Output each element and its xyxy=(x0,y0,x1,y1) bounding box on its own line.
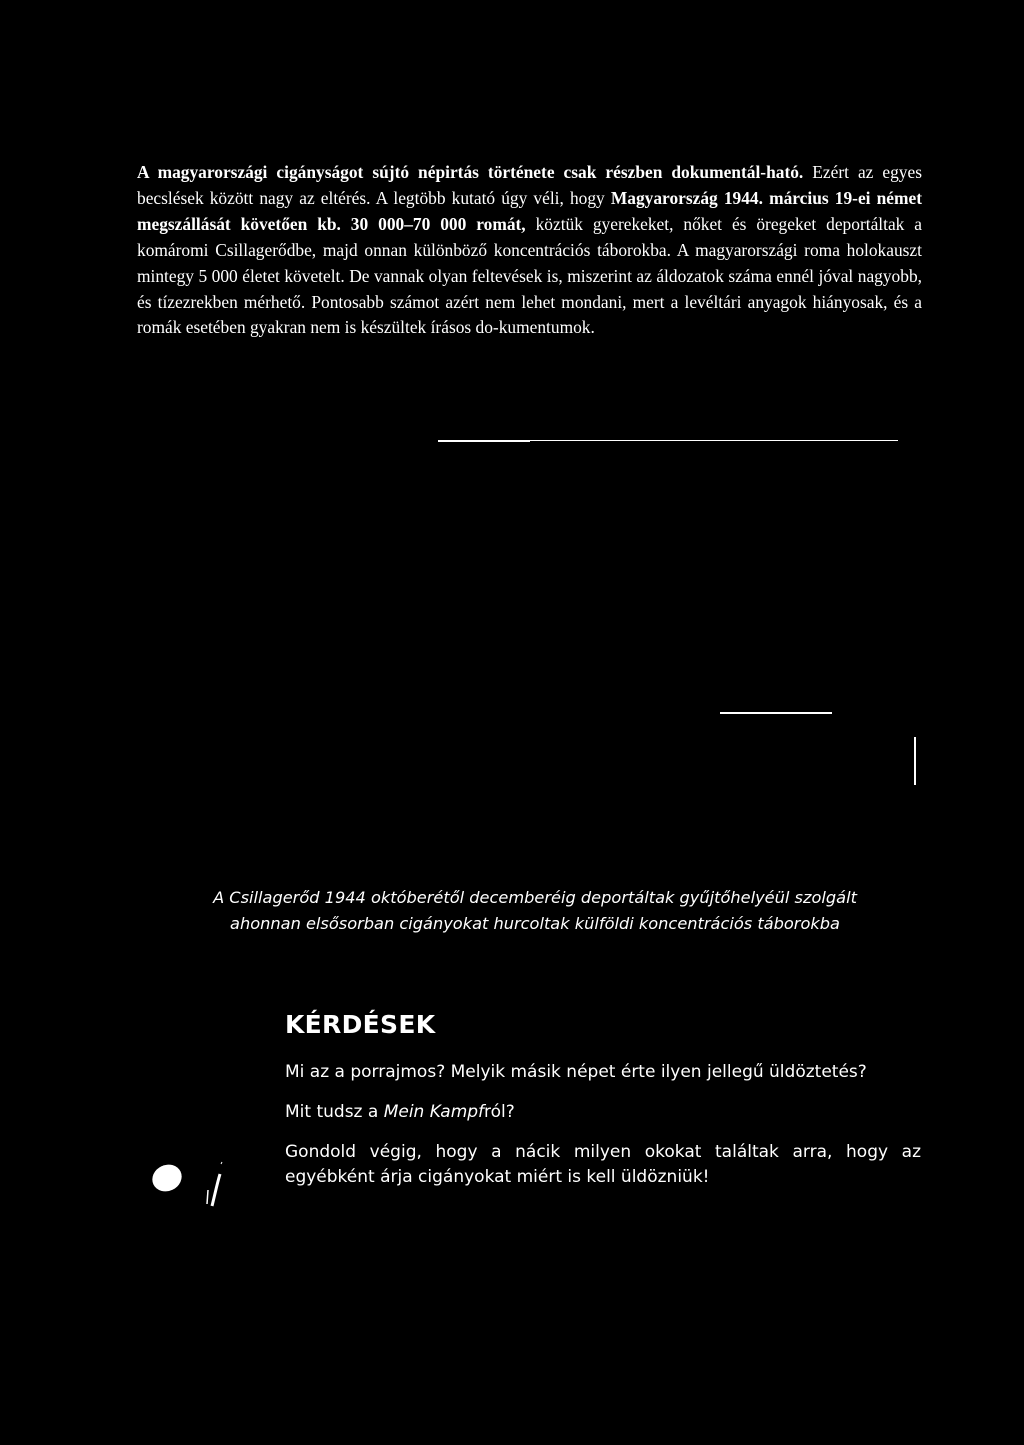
body-text-1: Ezért az egyes becslések között nagy az eltérés. A legtöbb kutató úgy véli, hogy xyxy=(137,162,922,208)
photo-right-mark xyxy=(914,737,916,785)
body-bold-2: Magyarország 1944. március 19-ei német megszállását követően kb. 30 000–70 000 romát, xyxy=(137,187,922,234)
question-2-title: Mein Kampf xyxy=(383,1102,485,1122)
body-bold-1: A magyarországi cigányságot sújtó népirtás története csak részben dokumentál-ható. xyxy=(137,162,804,182)
body-text-2: köztük gyerekeket, nőket és öregeket deportáltak a komáromi Csillagerődbe, majd onnan különböző koncentrációs táborokba. A magyarországi roma holokauszt mintegy 5 000 életet követelt. De vannak olyan feltevések is, miszerint az áldozatok száma ennél jóval nagyobb, és tízezrekben mérhető. Pontosabb számot azért nem lehet mondani, mert a levéltári anyagok hiányosak, és a romák esetében gyakran nem is készültek írásos do-kumentumok. xyxy=(137,213,923,338)
question-3: Gondold végig, hogy a nácik milyen okokat találtak arra, hogy az egyébként árja cigányokat miért is kell üldözniük! xyxy=(285,1142,921,1187)
question-2 xyxy=(285,1100,921,1125)
question-2-post: ról? xyxy=(484,1102,515,1122)
photo-caption xyxy=(110,885,960,937)
question-2-pre: Mit tudsz a xyxy=(285,1102,384,1122)
caption-line-2: ahonnan elsősorban cigányokat hurcoltak külföldi koncentrációs táborokba xyxy=(230,914,840,933)
body-paragraph xyxy=(137,160,922,341)
photo-top-border-accent xyxy=(438,440,530,442)
questions-heading: KÉRDÉSEK xyxy=(285,1010,436,1039)
photo-mid-mark xyxy=(720,712,832,714)
caption-line-1: A Csillagerőd 1944 októberétől decemberéig deportáltak gyűjtőhelyéül szolgált xyxy=(213,888,857,907)
pen-stroke-icon xyxy=(200,1160,230,1210)
bullet-dot-icon xyxy=(148,1160,186,1196)
questions-section xyxy=(285,1008,921,1205)
question-1: Mi az a porrajmos? Melyik másik népet érte ilyen jellegű üldöztetés? xyxy=(285,1062,867,1082)
